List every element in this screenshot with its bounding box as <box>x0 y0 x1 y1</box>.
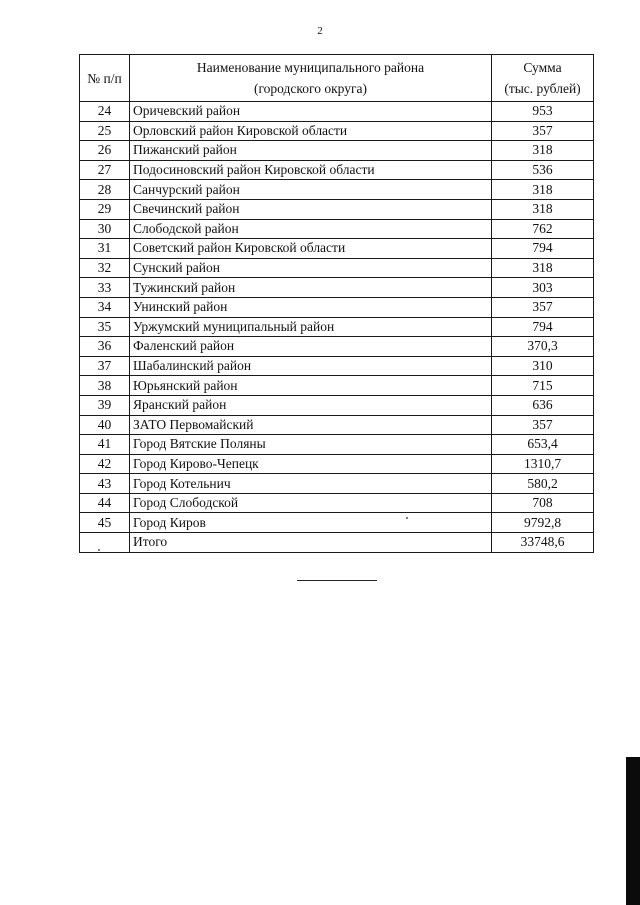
cell-sum: 536 <box>492 160 594 180</box>
cell-sum: 580,2 <box>492 474 594 494</box>
table-row <box>80 102 594 122</box>
cell-sum: 357 <box>492 297 594 317</box>
cell-num: 45 <box>80 513 130 533</box>
cell-name: Оричевский район <box>130 102 492 122</box>
scan-speck <box>406 517 408 519</box>
table-row <box>80 121 594 141</box>
allocation-table <box>79 54 594 553</box>
scan-speck <box>98 549 100 551</box>
header-name <box>130 55 492 102</box>
cell-name: Город Вятские Поляны <box>130 435 492 455</box>
cell-sum: 310 <box>492 356 594 376</box>
cell-name: Город Киров <box>130 513 492 533</box>
cell-num: 28 <box>80 180 130 200</box>
cell-num: 26 <box>80 141 130 161</box>
cell-name: Город Котельнич <box>130 474 492 494</box>
cell-name: Шабалинский район <box>130 356 492 376</box>
cell-name: Яранский район <box>130 395 492 415</box>
cell-num: 43 <box>80 474 130 494</box>
cell-num: 35 <box>80 317 130 337</box>
table-row <box>80 337 594 357</box>
closing-rule <box>297 580 377 581</box>
cell-name: Фаленский район <box>130 337 492 357</box>
cell-sum: 1310,7 <box>492 454 594 474</box>
table-row <box>80 219 594 239</box>
table-header-row <box>80 55 594 102</box>
header-num: № п/п <box>80 55 130 102</box>
cell-sum: 708 <box>492 493 594 513</box>
cell-sum: 357 <box>492 121 594 141</box>
cell-sum: 318 <box>492 199 594 219</box>
table-row <box>80 395 594 415</box>
cell-num: 42 <box>80 454 130 474</box>
cell-num: 27 <box>80 160 130 180</box>
cell-num: 38 <box>80 376 130 396</box>
table-row <box>80 160 594 180</box>
cell-sum: 357 <box>492 415 594 435</box>
table-row <box>80 199 594 219</box>
table-row <box>80 474 594 494</box>
scan-edge-mark <box>626 757 640 905</box>
cell-num <box>80 533 130 553</box>
table-row <box>80 356 594 376</box>
header-sum <box>492 55 594 102</box>
cell-name: Орловский район Кировской области <box>130 121 492 141</box>
cell-name: Санчурский район <box>130 180 492 200</box>
cell-sum: 636 <box>492 395 594 415</box>
cell-num: 25 <box>80 121 130 141</box>
cell-sum: 33748,6 <box>492 533 594 553</box>
cell-num: 39 <box>80 395 130 415</box>
cell-num: 44 <box>80 493 130 513</box>
cell-num: 24 <box>80 102 130 122</box>
cell-name: Итого <box>130 533 492 553</box>
cell-num: 32 <box>80 258 130 278</box>
cell-num: 41 <box>80 435 130 455</box>
table-row <box>80 258 594 278</box>
total-row <box>80 533 594 553</box>
cell-sum: 303 <box>492 278 594 298</box>
cell-name: Советский район Кировской области <box>130 239 492 259</box>
table-row <box>80 435 594 455</box>
cell-sum: 370,3 <box>492 337 594 357</box>
cell-sum: 318 <box>492 141 594 161</box>
cell-sum: 794 <box>492 239 594 259</box>
table-row <box>80 278 594 298</box>
cell-name: Подосиновский район Кировской области <box>130 160 492 180</box>
table-row <box>80 513 594 533</box>
cell-name: Унинский район <box>130 297 492 317</box>
cell-num: 31 <box>80 239 130 259</box>
header-sum-line1: Сумма <box>523 60 562 75</box>
cell-name: Уржумский муниципальный район <box>130 317 492 337</box>
page-number: 2 <box>317 25 323 37</box>
cell-num: 30 <box>80 219 130 239</box>
cell-name: Пижанский район <box>130 141 492 161</box>
cell-sum: 318 <box>492 180 594 200</box>
table-row <box>80 239 594 259</box>
cell-sum: 715 <box>492 376 594 396</box>
header-name-line2: (городского округа) <box>253 81 368 96</box>
table-row <box>80 141 594 161</box>
cell-name: Слободской район <box>130 219 492 239</box>
cell-num: 33 <box>80 278 130 298</box>
cell-name: Свечинский район <box>130 199 492 219</box>
cell-num: 40 <box>80 415 130 435</box>
header-name-line1: Наименование муниципального района <box>196 60 425 75</box>
cell-sum: 953 <box>492 102 594 122</box>
cell-num: 34 <box>80 297 130 317</box>
cell-name: Сунский район <box>130 258 492 278</box>
cell-num: 37 <box>80 356 130 376</box>
table-row <box>80 317 594 337</box>
cell-sum: 794 <box>492 317 594 337</box>
cell-name: Город Слободской <box>130 493 492 513</box>
table-row <box>80 297 594 317</box>
cell-sum: 653,4 <box>492 435 594 455</box>
cell-name: Юрьянский район <box>130 376 492 396</box>
cell-name: ЗАТО Первомайский <box>130 415 492 435</box>
cell-sum: 318 <box>492 258 594 278</box>
cell-sum: 9792,8 <box>492 513 594 533</box>
table-row <box>80 180 594 200</box>
header-sum-line2: (тыс. рублей) <box>504 81 581 96</box>
cell-name: Город Кирово-Чепецк <box>130 454 492 474</box>
table-body <box>80 102 594 553</box>
cell-sum: 762 <box>492 219 594 239</box>
cell-num: 29 <box>80 199 130 219</box>
table-row <box>80 415 594 435</box>
table-row <box>80 454 594 474</box>
table-row <box>80 493 594 513</box>
table-row <box>80 376 594 396</box>
cell-num: 36 <box>80 337 130 357</box>
cell-name: Тужинский район <box>130 278 492 298</box>
